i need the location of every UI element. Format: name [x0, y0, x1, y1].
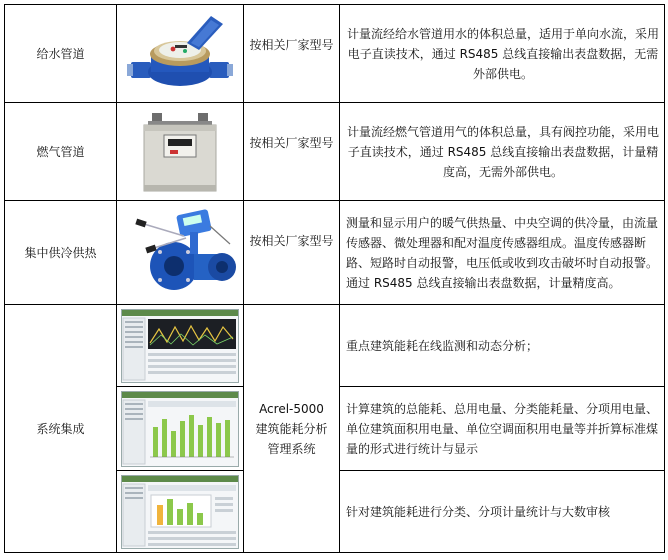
description-cell: 计量流经给水管道用水的体积总量，适用于单向水流，采用电子直读技术，通过 RS485 总线直接输出表盘数据，无需外部供电。 [340, 5, 665, 103]
equipment-spec-table [4, 4, 665, 553]
system-screenshot-1 [117, 305, 244, 387]
gas-meter-image [117, 103, 244, 201]
description-cell: 针对建筑能耗进行分类、分项计量统计与大数审核 [340, 471, 665, 553]
bar-chart-screenshot-icon [121, 391, 239, 467]
model-cell: 按相关厂家型号 [244, 5, 340, 103]
gas-meter-icon [130, 107, 230, 197]
system-model-line2: 建筑能耗分析 [255, 421, 328, 436]
description-cell: 重点建筑能耗在线监测和动态分析； [340, 305, 665, 387]
model-cell: 按相关厂家型号 [244, 201, 340, 305]
model-cell: 按相关厂家型号 [244, 103, 340, 201]
category-name: 给水管道 [5, 5, 117, 103]
table-row [5, 201, 665, 305]
water-meter-image [117, 5, 244, 103]
heat-meter-icon [124, 204, 236, 302]
table-row [5, 103, 665, 201]
description-cell: 计量流经燃气管道用气的体积总量，具有阀控功能，采用电子直读技术，通过 RS485 总线直接输出表盘数据，计量精度高，无需外部供电。 [340, 103, 665, 201]
water-meter-icon [125, 10, 235, 98]
table-row [5, 5, 665, 103]
category-name: 燃气管道 [5, 103, 117, 201]
system-screenshot-2 [117, 387, 244, 471]
system-model-line3: 管理系统 [267, 441, 316, 456]
category-name: 集中供冷供热 [5, 201, 117, 305]
system-model-cell [244, 305, 340, 553]
category-name: 系统集成 [5, 305, 117, 553]
system-model-line1: Acrel-5000 [259, 401, 324, 416]
report-screenshot-icon [121, 475, 239, 549]
system-screenshot-3 [117, 471, 244, 553]
description-cell: 计算建筑的总能耗、总用电量、分类能耗量、分项用电量、单位建筑面积用电量、单位空调面积用电量等并折算标准煤量的形式进行统计与显示 [340, 387, 665, 471]
line-chart-screenshot-icon [121, 309, 239, 383]
description-cell: 测量和显示用户的暖气供热量、中央空调的供冷量，由流量传感器、微处理器和配对温度传感器组成。温度传感器断路、短路时自动报警，电压低或收到攻击破坏时自动报警。通过 RS485 总线直接输出表盘数据，计量精度高。 [340, 201, 665, 305]
heat-meter-image [117, 201, 244, 305]
table-row [5, 305, 665, 387]
